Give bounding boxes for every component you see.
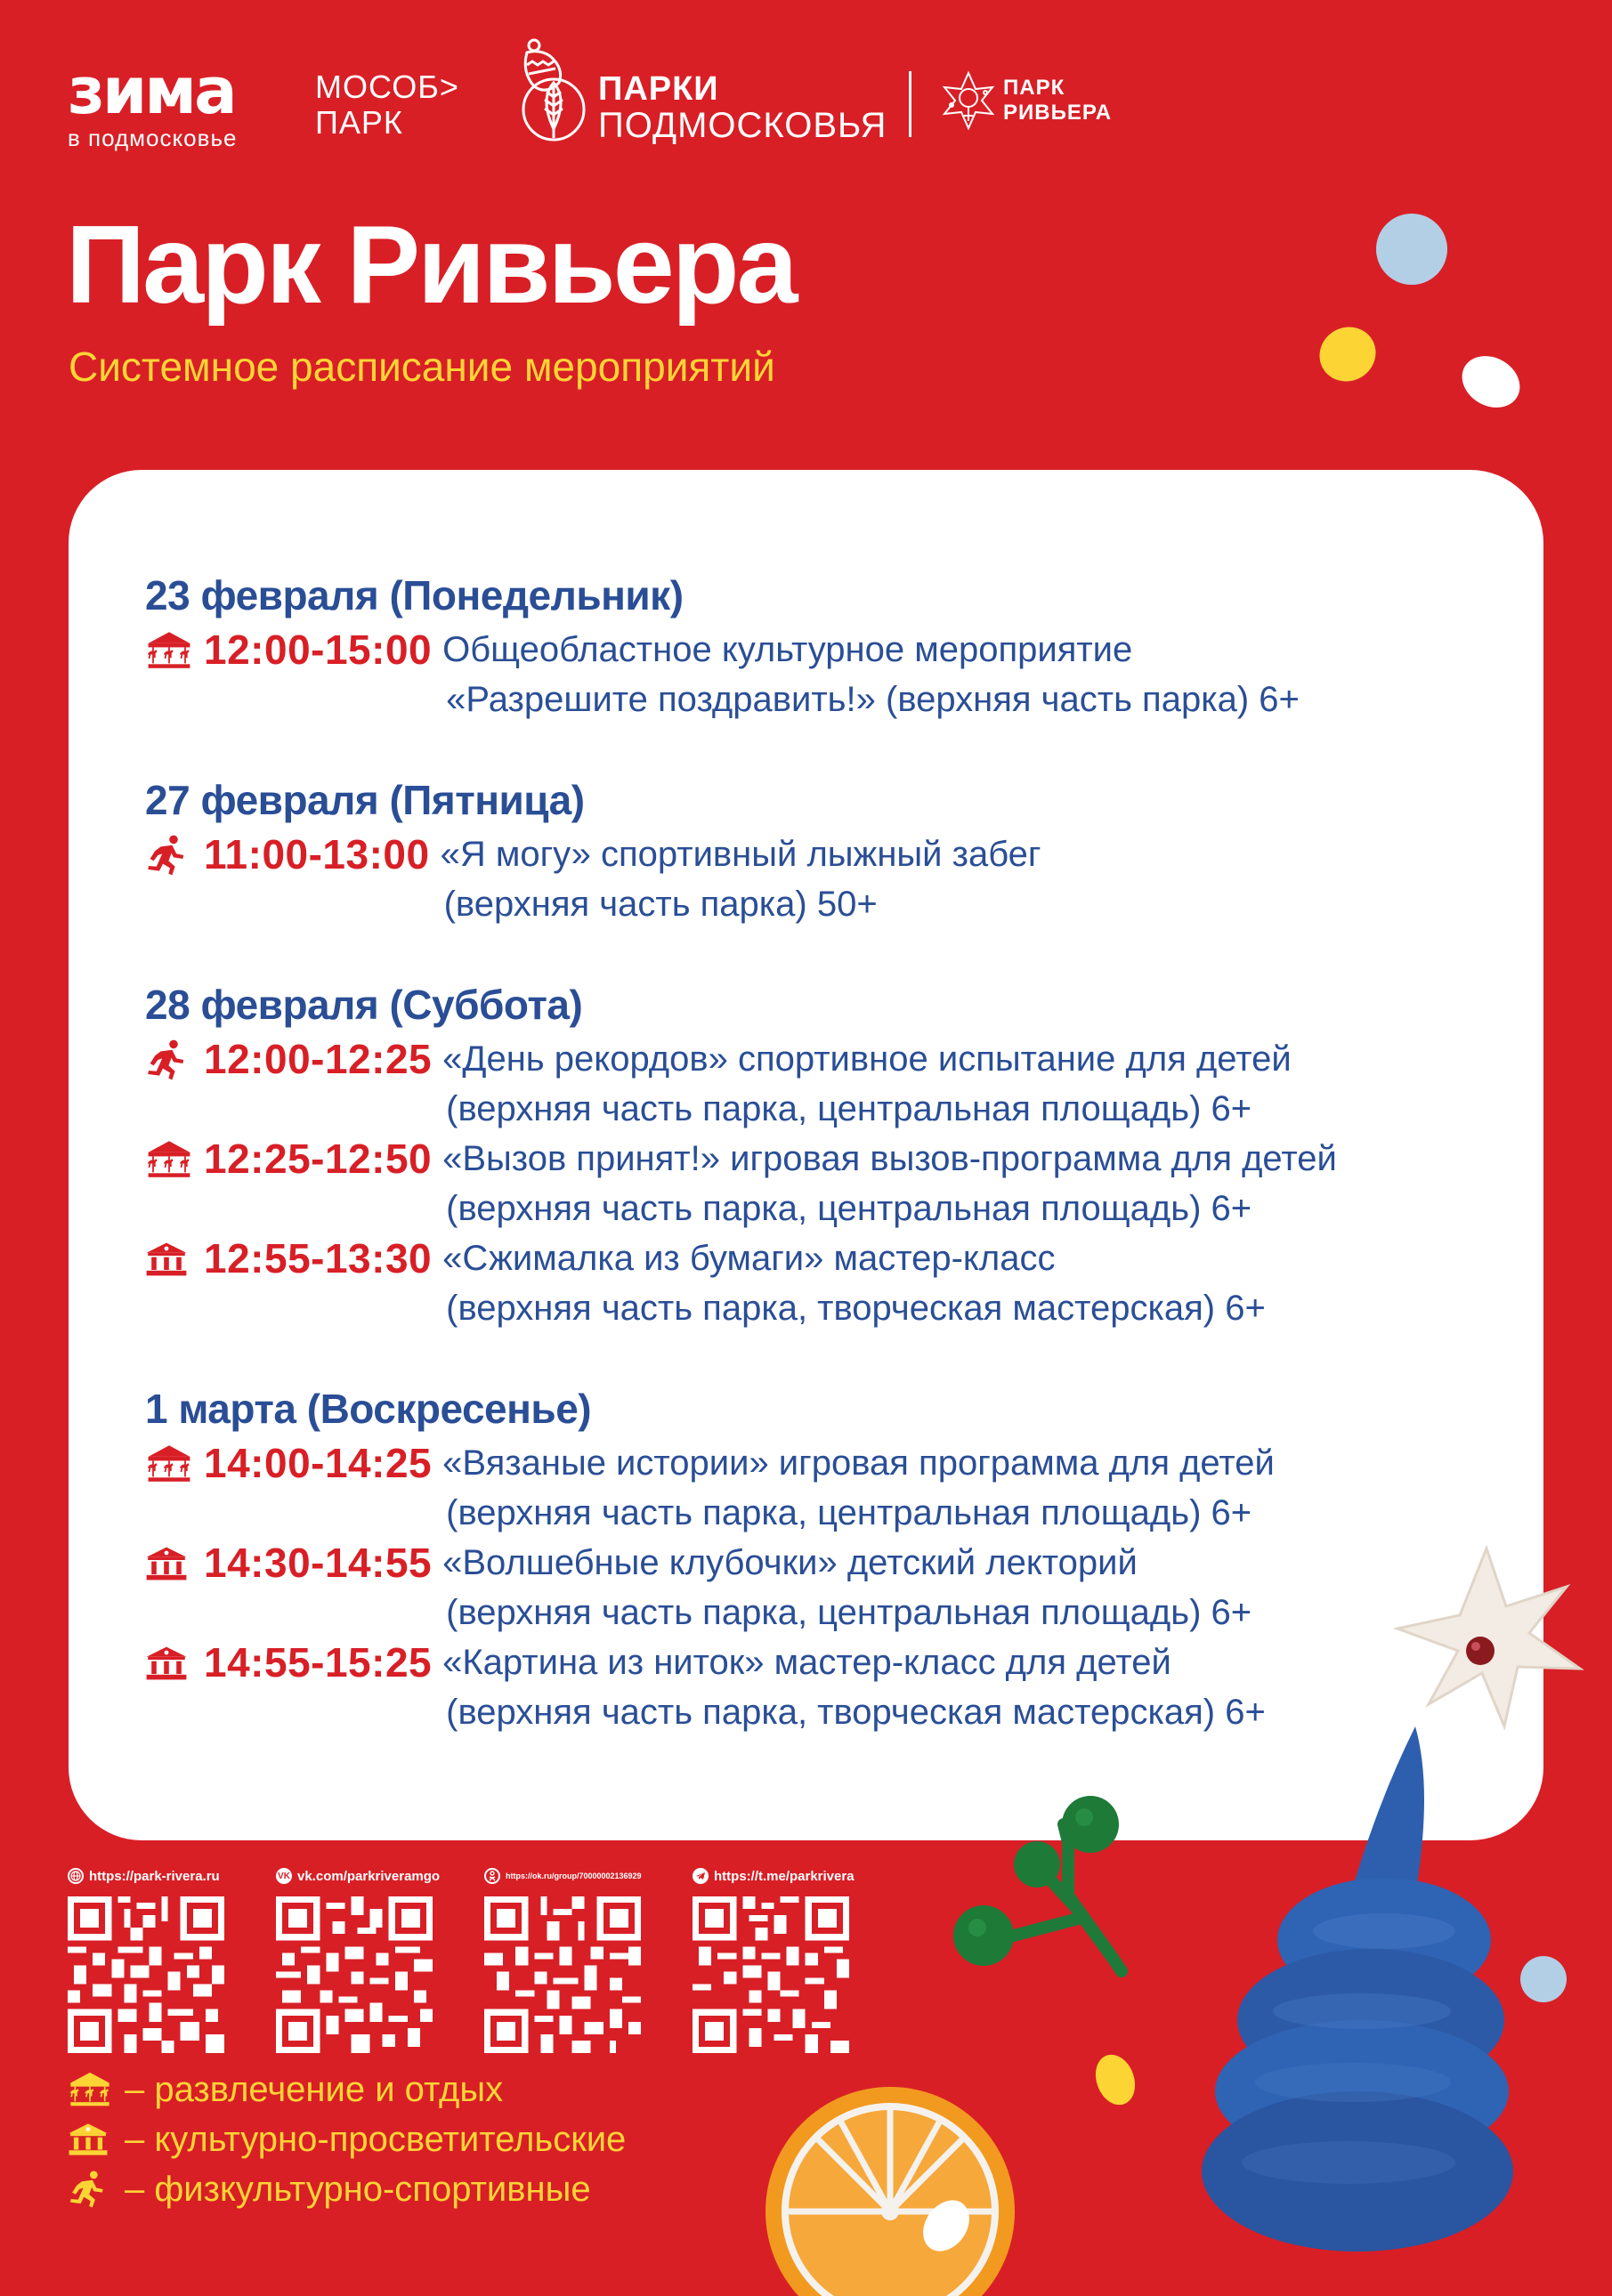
decor-dot-white-top xyxy=(1453,346,1529,418)
event-time: 14:55-15:25 xyxy=(204,1639,433,1686)
museum-icon xyxy=(68,2122,125,2157)
event-row xyxy=(145,1538,1534,1637)
carousel-icon xyxy=(145,625,204,675)
parki-podmoskovya-logo xyxy=(518,37,887,144)
day-block xyxy=(145,975,1534,1333)
museum-icon xyxy=(145,1233,204,1283)
day-block xyxy=(145,566,1534,724)
zima-logo-sub: в подмосковье xyxy=(68,125,238,151)
link-label[interactable]: https://park-rivera.ru xyxy=(89,1868,220,1884)
ok-icon xyxy=(484,1868,500,1884)
event-time: 14:30-14:55 xyxy=(204,1540,433,1586)
legend-item-entertainment xyxy=(68,2065,626,2114)
legend-label: – культурно-просветительские xyxy=(125,2120,627,2159)
carousel-icon xyxy=(68,2071,125,2108)
event-title: «Картина из ниток» мастер-класс для детей xyxy=(442,1643,1171,1682)
event-location: (верхняя часть парка, центральная площадь) 6+ xyxy=(446,1593,1252,1632)
qr-code[interactable] xyxy=(484,1896,641,2053)
event-time: 11:00-13:00 xyxy=(204,831,430,877)
link-label[interactable]: vk.com/parkriveramgo xyxy=(297,1868,441,1884)
event-description xyxy=(442,1538,1252,1637)
decor-dot-blue-bottom xyxy=(1520,1956,1567,2002)
event-description xyxy=(442,1134,1337,1233)
qr-code[interactable] xyxy=(276,1896,433,2053)
riviera-logo-line2: РИВЬЕРА xyxy=(1003,101,1113,125)
runner-icon xyxy=(145,1034,204,1084)
zima-logo-main: зима xyxy=(68,53,235,128)
event-description xyxy=(442,1233,1266,1333)
mosobl-park-line2: ПАРК xyxy=(315,104,403,141)
museum-icon xyxy=(145,1637,204,1687)
event-title: «Я могу» спортивный лыжный забег xyxy=(440,835,1041,874)
event-time: 12:55-13:30 xyxy=(204,1235,433,1281)
vk-icon: VK xyxy=(276,1868,292,1884)
event-location: (верхняя часть парка, творческая мастерская) 6+ xyxy=(446,1289,1266,1328)
parki-logo-line1: ПАРКИ xyxy=(598,70,719,108)
day-title: 1 марта (Воскресенье) xyxy=(145,1386,592,1432)
event-row xyxy=(145,1134,1534,1233)
mosobl-park-logo xyxy=(315,69,459,141)
qr-code[interactable] xyxy=(693,1896,849,2053)
riviera-logo-line1: ПАРК xyxy=(1003,76,1065,100)
event-title: «Вязаные истории» игровая программа для детей xyxy=(442,1443,1275,1483)
event-description xyxy=(442,1438,1275,1538)
event-row xyxy=(145,1034,1534,1134)
globe-icon xyxy=(68,1868,84,1884)
event-time: 12:00-12:25 xyxy=(204,1036,433,1082)
page-subtitle: Системное расписание мероприятий xyxy=(69,344,775,390)
legend-item-culture xyxy=(68,2114,626,2164)
day-title: 23 февраля (Понедельник) xyxy=(145,572,684,618)
knitted-tree-illustration xyxy=(1175,1646,1549,2278)
legend-label: – физкультурно-спортивные xyxy=(125,2170,591,2209)
event-location: (верхняя часть парка, центральная площадь) 6+ xyxy=(446,1089,1252,1128)
event-description xyxy=(442,1637,1266,1737)
runner-icon xyxy=(145,829,204,879)
event-row xyxy=(145,1438,1534,1538)
event-location: (верхняя часть парка, творческая мастерская) 6+ xyxy=(446,1693,1266,1732)
day-title: 27 февраля (Пятница) xyxy=(145,777,585,823)
event-title: «Вызов принят!» игровая вызов-программа для детей xyxy=(442,1139,1337,1178)
orange-slice-illustration xyxy=(761,2082,1019,2296)
event-time: 12:00-15:00 xyxy=(204,627,433,673)
zima-logo xyxy=(68,53,238,152)
event-row xyxy=(145,1233,1534,1333)
event-time: 14:00-14:25 xyxy=(204,1440,433,1486)
event-title: «Сжималка из бумаги» мастер-класс xyxy=(442,1239,1056,1278)
link-website[interactable] xyxy=(68,1864,226,2058)
event-row xyxy=(145,829,1534,929)
legend-label: – развлечение и отдых xyxy=(125,2070,504,2109)
day-title: 28 февраля (Суббота) xyxy=(145,982,583,1028)
day-block xyxy=(145,771,1534,929)
event-description xyxy=(442,625,1300,724)
category-legend xyxy=(68,2065,626,2214)
event-description xyxy=(442,1034,1292,1134)
telegram-icon xyxy=(693,1868,709,1884)
link-vk[interactable] xyxy=(276,1864,441,2058)
page-title: Парк Ривьера xyxy=(66,204,796,327)
qr-code[interactable] xyxy=(68,1896,224,2053)
event-title: «Волшебные клубочки» детский лекторий xyxy=(442,1543,1138,1582)
parki-logo-line2: ПОДМОСКОВЬЯ xyxy=(598,106,887,145)
riviera-emblem-icon xyxy=(939,69,998,132)
park-riviera-logo xyxy=(939,69,1112,132)
carousel-icon xyxy=(145,1438,204,1488)
event-title: «День рекордов» спортивное испытание для детей xyxy=(442,1039,1292,1079)
carousel-icon xyxy=(145,1134,204,1184)
event-time: 12:25-12:50 xyxy=(204,1136,433,1182)
schedule-list xyxy=(145,566,1534,1783)
berry-sprig-illustration xyxy=(935,1789,1166,2020)
leaf-hat-icon xyxy=(518,38,589,143)
decor-dot-yellow-top xyxy=(1309,317,1385,392)
star-topper-illustration xyxy=(1389,1544,1584,1731)
runner-icon xyxy=(68,2170,125,2209)
event-description xyxy=(441,829,1041,929)
link-label[interactable]: https://t.me/parkrivera xyxy=(714,1868,855,1884)
mosobl-park-line1: МОСОБ> xyxy=(315,69,459,105)
event-title: Общеобластное культурное мероприятие xyxy=(442,630,1133,669)
link-ok[interactable] xyxy=(484,1864,643,2058)
decor-dot-blue-top xyxy=(1376,214,1447,285)
event-location: (верхняя часть парка) 50+ xyxy=(443,885,878,924)
link-label[interactable]: https://ok.ru/group/70000002136929 xyxy=(506,1872,642,1880)
link-telegram[interactable] xyxy=(693,1864,855,2058)
event-location: (верхняя часть парка, центральная площадь) 6+ xyxy=(446,1189,1252,1228)
museum-icon xyxy=(145,1538,204,1588)
legend-item-sport xyxy=(68,2164,626,2214)
logo-divider xyxy=(909,71,911,137)
decor-dot-yellow-bottom xyxy=(1089,2049,1141,2111)
event-row xyxy=(145,625,1534,724)
event-location: (верхняя часть парка, центральная площадь) 6+ xyxy=(446,1493,1252,1532)
event-location: «Разрешите поздравить!» (верхняя часть парка) 6+ xyxy=(446,680,1300,719)
social-links xyxy=(68,1864,855,2058)
